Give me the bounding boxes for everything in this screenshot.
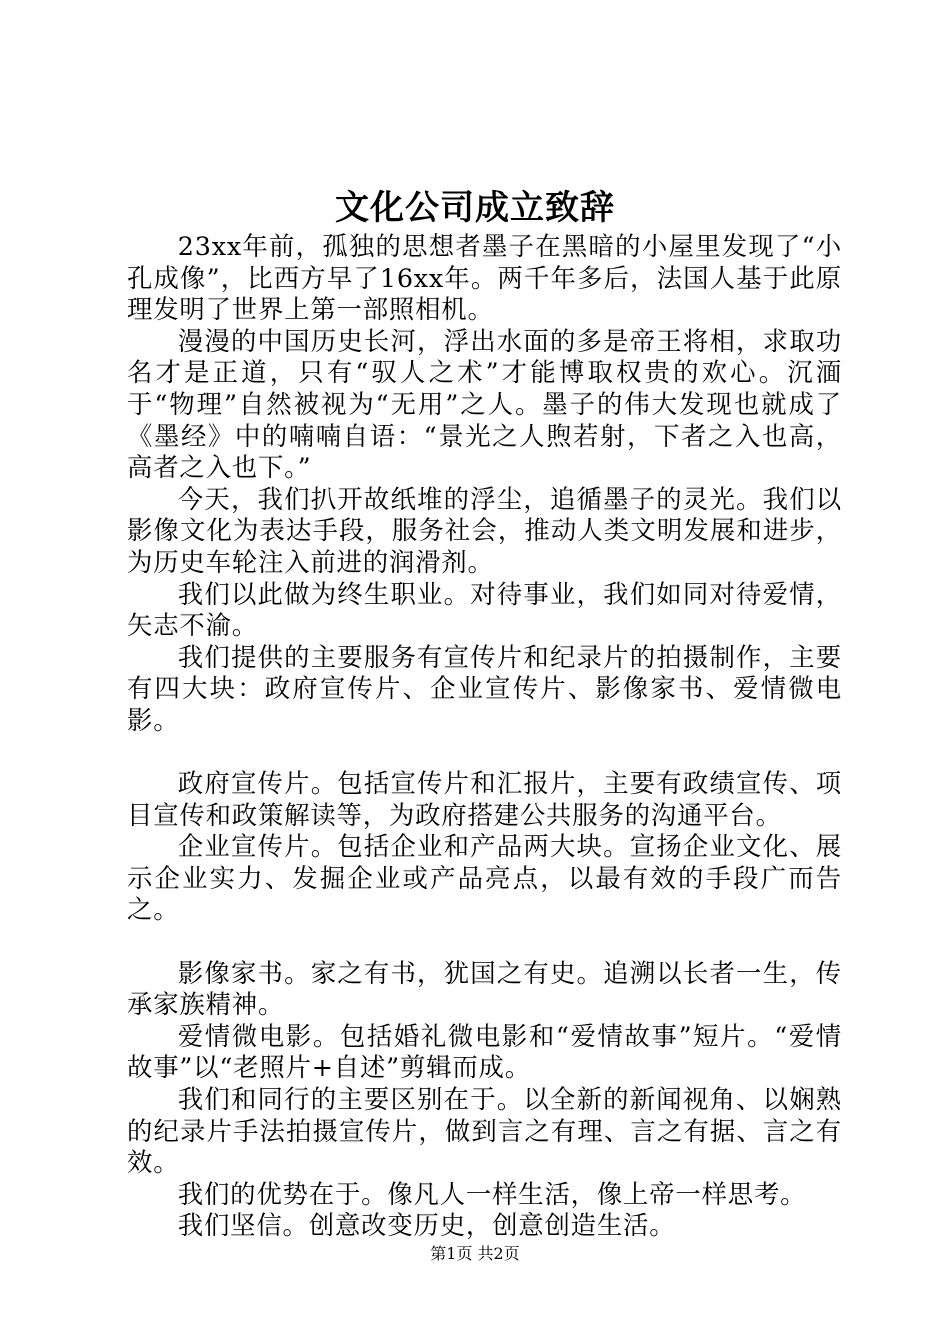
paragraph-1: 23xx年前，孤独的思想者墨子在黑暗的小屋里发现了“小孔成像”，比西方早了16xx年。两千年多后，法国人基于此原理发明了世界上第一部照相机。	[127, 231, 842, 325]
paragraph-6: 政府宣传片。包括宣传片和汇报片，主要有政绩宣传、项目宣传和政策解读等，为政府搭建公共服务的沟通平台。	[127, 768, 842, 830]
paragraph-12: 我们坚信。创意改变历史，创意创造生活。	[177, 1210, 676, 1241]
paragraph-7: 企业宣传片。包括企业和产品两大块。宣扬企业文化、展示企业实力、发掘企业或产品亮点，以最有效的手段广而告之。	[127, 831, 842, 925]
page-footer: 第1页 共2页	[430, 1244, 520, 1263]
paragraph-8: 影像家书。家之有书，犹国之有史。追溯以长者一生，传承家族精神。	[127, 957, 842, 1020]
paragraph-3: 今天，我们扒开故纸堆的浮尘，追循墨子的灵光。我们以影像文化为表达手段，服务社会，推动人类文明发展和进步，为历史车轮注入前进的润滑剂。	[127, 483, 842, 577]
paragraph-2: 漫漫的中国历史长河，浮出水面的多是帝王将相，求取功名才是正道，只有“驭人之术”才能博取权贵的欢心。沉湎于“物理”自然被视为“无用”之人。墨子的伟大发现也就成了《墨经》中的喃喃自语：“景光之人煦若射，下者之入也高，高者之入也下。”	[127, 325, 842, 483]
document-title: 文化公司成立致辞	[335, 188, 615, 228]
paragraph-11: 我们的优势在于。像凡人一样生活，像上帝一样思考。	[177, 1178, 807, 1209]
document-body	[127, 231, 842, 1242]
paragraph-9: 爱情微电影。包括婚礼微电影和“爱情故事”短片。“爱情故事”以“老照片+自述”剪辑而成。	[127, 1020, 842, 1083]
paragraph-5: 我们提供的主要服务有宣传片和纪录片的拍摄制作，主要有四大块：政府宣传片、企业宣传片、影像家书、爱情微电影。	[127, 641, 842, 735]
paragraph-4: 我们以此做为终生职业。对待事业，我们如同对待爱情，矢志不渝。	[127, 578, 842, 641]
paragraph-10: 我们和同行的主要区别在于。以全新的新闻视角、以娴熟的纪录片手法拍摄宣传片，做到言之有理、言之有据、言之有效。	[127, 1084, 842, 1178]
